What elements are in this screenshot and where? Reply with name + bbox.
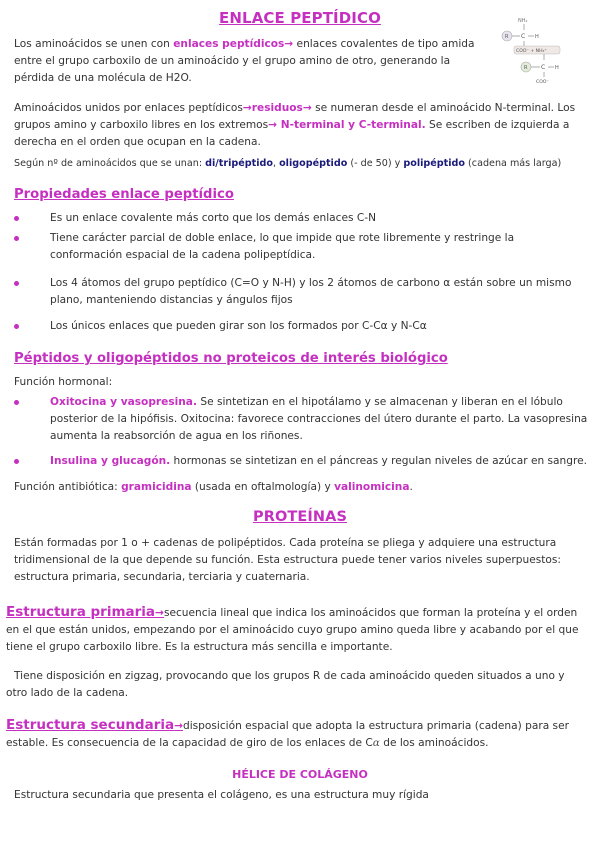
- primary-arrow: →: [155, 607, 164, 619]
- collagen-heading: HÉLICE DE COLÁGENO: [232, 768, 368, 781]
- list-item: Insulina y glucagón. hormonas se sintetizan en el páncreas y regulan niveles de azúcar en sangre.: [14, 453, 589, 470]
- list-item: Es un enlace covalente más corto que los demás enlaces C-N: [14, 210, 589, 227]
- secondary-heading: Estructura secundaria: [6, 717, 175, 733]
- list-item: Oxitocina y vasopresina. Se sintetizan en el hipotálamo y se almacenan y liberan en el lóbulo posterior de la hipófisis. Oxitocina: favorece contracciones del útero durante el parto. La vasopresina aumenta la reabsorción de agua en los riñones.: [14, 394, 589, 445]
- zigzag-paragraph: Tiene disposición en zigzag, provocando que los grupos R de cada aminoácido queden situados a uno y otro lado de la cadena.: [6, 670, 565, 699]
- secondary-paragraph: Estructura secundaria→disposición espacial que adopta la estructura primaria (cadena) para ser estable. Es consecuencia de la capacidad de giro de los enlaces de Cα de los aminoácidos.: [6, 717, 569, 749]
- diagram-coo-nh3-label: COO⁻ + NH₃⁺: [516, 49, 547, 54]
- peptides-heading: Péptidos y oligopéptidos no proteicos de interés biológico: [14, 351, 448, 366]
- proteins-paragraph: Están formadas por 1 o + cadenas de polipéptidos. Cada proteína se pliega y adquiere una estructura tridimensional de la que depende su función. Esta estructura puede tener varios niveles superpuestos: estructura primaria, secundaria, terciaria y cuaternaria.: [14, 537, 561, 583]
- diagram-nh2-label: NH₂: [518, 18, 528, 24]
- hormonal-label: Función hormonal:: [14, 376, 113, 388]
- list-item: Tiene carácter parcial de doble enlace, lo que impide que rote libremente y restringe la conformación espacial de la cadena polipeptídica.: [14, 230, 534, 264]
- residuos-term: →residuos→: [242, 102, 312, 114]
- proteins-heading: PROTEÍNAS: [252, 509, 347, 525]
- residues-paragraph: Aminoácidos unidos por enlaces peptídicos→residuos→ se numeran desde el aminoácido N-terminal. Los grupos amino y carboxilo libres en los extremos→ N-terminal y C-terminal. Se escriben de izquierda a derecha en el orden que ocupan en la cadena.: [14, 102, 576, 148]
- terminal-term: → N-terminal y C-terminal.: [268, 119, 426, 131]
- peptide-bond-term: enlaces peptídicos→: [173, 38, 294, 50]
- primary-paragraph: Estructura primaria→secuencia lineal que indica los aminoácidos que forman la proteína y el orden en el que están unidos, empezando por el aminoácido cuyo grupo amino queda libre y acabando por el que tiene el grupo carboxilo libre. Es la estructura más sencilla e importante.: [6, 604, 579, 653]
- antibiotic-line: Función antibiótica: gramicidina (usada en oftalmología) y valinomicina.: [14, 481, 413, 493]
- svg-text:H: H: [535, 34, 539, 40]
- diagram-coo-label: COO⁻: [536, 80, 549, 85]
- diagram-c-2: C: [541, 64, 546, 71]
- list-item: Los 4 átomos del grupo peptídico (C=O y N-H) y los 2 átomos de carbono α están sobre un mismo plano, manteniendo distancias y ángulos fijos: [14, 275, 589, 309]
- intro-paragraph: Los aminoácidos se unen con enlaces peptídicos→ enlaces covalentes de tipo amida entre el grupo carboxilo de un aminoácido y el grupo amino de otro, generando la pérdida de una molécula de H2O.: [14, 38, 475, 84]
- list-item: Los únicos enlaces que pueden girar son los formados por C-Cα y N-Cα: [14, 318, 589, 335]
- page-title: ENLACE PEPTÍDICO: [219, 9, 381, 27]
- peptide-count-line: Según nº de aminoácidos que se unan: di/tripéptido, oligopéptido (- de 50) y polipéptido (cadena más larga): [14, 158, 562, 169]
- diagram-c-1: C: [521, 33, 526, 40]
- secondary-arrow: →: [174, 720, 183, 732]
- collagen-paragraph: Estructura secundaria que presenta el colágeno, es una estructura muy rígida: [14, 789, 429, 801]
- svg-text:R: R: [505, 34, 509, 40]
- alpha-symbol: α: [372, 737, 380, 749]
- properties-heading: Propiedades enlace peptídico: [14, 187, 234, 202]
- svg-text:H: H: [555, 65, 559, 71]
- primary-heading: Estructura primaria: [6, 604, 156, 620]
- svg-text:R: R: [524, 65, 528, 71]
